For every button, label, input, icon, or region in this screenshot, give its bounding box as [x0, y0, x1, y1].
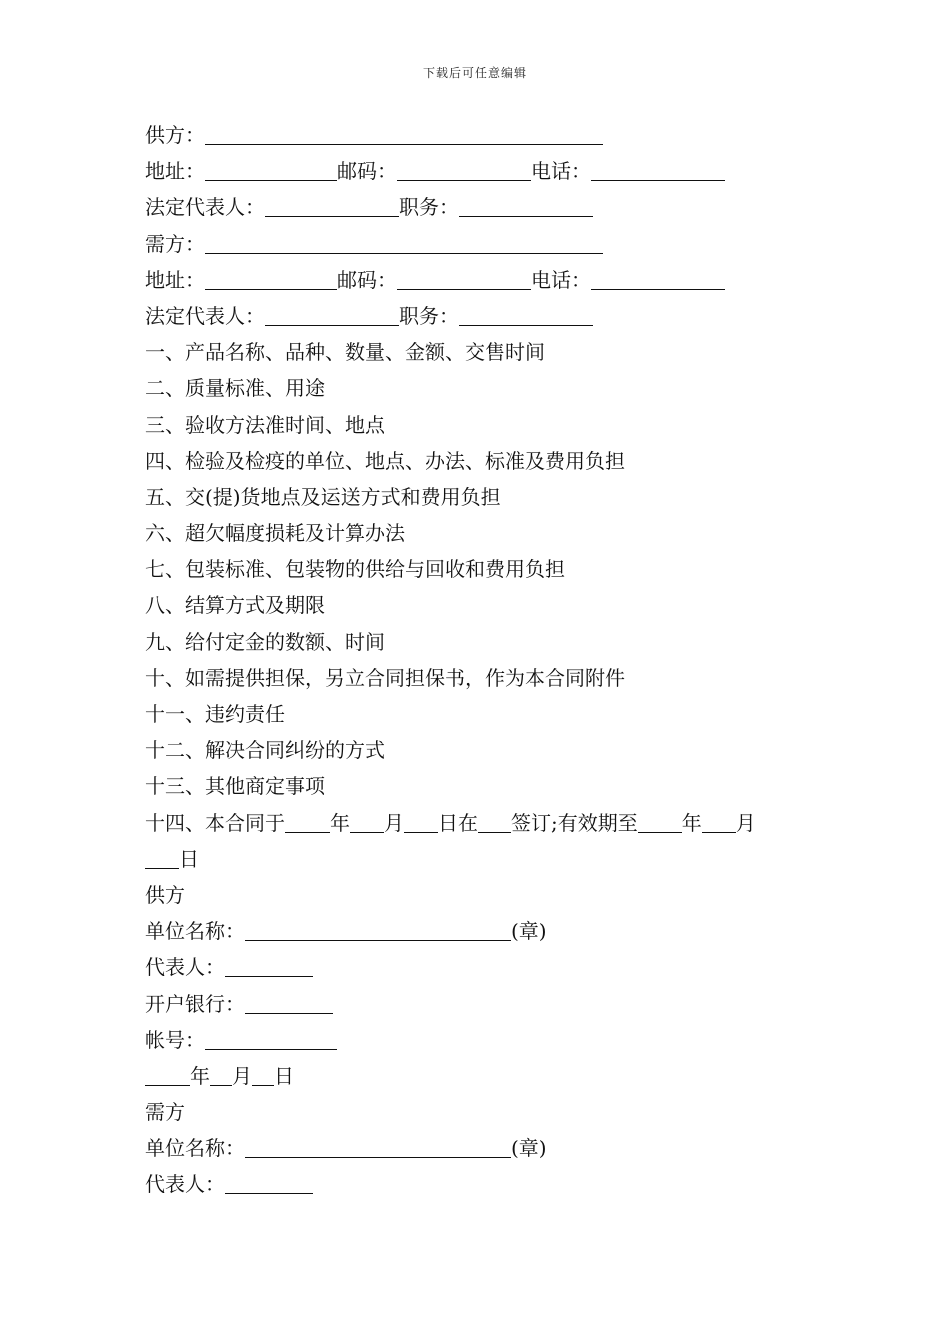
- supplier-rep-field[interactable]: [225, 954, 313, 977]
- buyer-label: 需方：: [145, 231, 205, 256]
- position-label: 职务：: [399, 303, 459, 328]
- supplier-account-field[interactable]: [205, 1027, 337, 1050]
- supplier-rep-line: [145, 949, 825, 985]
- buyer-rep-line: [145, 1166, 825, 1202]
- rep-label: 代表人：: [145, 955, 225, 980]
- supplier-unit-name-line: [145, 913, 825, 949]
- year-label: 年: [190, 1063, 210, 1088]
- clause-11: 十一、违约责任: [145, 702, 285, 726]
- supplier-name-field[interactable]: [205, 122, 603, 145]
- buyer-name-field[interactable]: [205, 231, 603, 254]
- clause-5: 五、交(提)货地点及运送方式和费用负担: [145, 484, 501, 509]
- sign-day-field[interactable]: [404, 810, 438, 833]
- phone-label: 电话：: [531, 159, 591, 184]
- position-label: 职务：: [399, 195, 459, 220]
- month-label: 月: [735, 810, 756, 835]
- buyer-position-field[interactable]: [459, 303, 593, 326]
- supplier-account-line: [145, 1022, 825, 1058]
- year-label: 年: [330, 810, 350, 835]
- year-label: 年: [681, 810, 702, 835]
- contract-body: [145, 117, 825, 1203]
- buyer-line: [145, 226, 825, 262]
- clause-7: 七、包装标准、包装物的供给与回收和费用负担: [145, 557, 565, 582]
- valid-day-field[interactable]: [145, 846, 179, 869]
- unit-name-label: 单位名称：: [145, 1136, 245, 1161]
- clause-2: 二、质量标准、用途: [145, 376, 325, 401]
- sign-month-field[interactable]: [350, 810, 384, 833]
- rep-label: 代表人：: [145, 1172, 225, 1197]
- postcode-label: 邮码：: [337, 267, 397, 292]
- clause-6: 六、超欠幅度损耗及计算办法: [145, 521, 405, 546]
- buyer-sign-title: 需方: [145, 1100, 185, 1125]
- day-label: 日: [179, 846, 199, 871]
- supplier-legal-rep-field[interactable]: [265, 194, 399, 217]
- valid-year-field[interactable]: [638, 810, 682, 833]
- supplier-address-field[interactable]: [205, 158, 337, 181]
- supplier-date-line: [145, 1058, 825, 1094]
- supplier-position-field[interactable]: [459, 194, 593, 217]
- supplier-date-day-field[interactable]: [252, 1063, 274, 1086]
- buyer-legal-rep-line: [145, 298, 825, 334]
- supplier-sign-title: 供方: [145, 882, 185, 907]
- supplier-address-line: [145, 153, 825, 189]
- buyer-phone-field[interactable]: [591, 267, 725, 290]
- seal-label: (章): [511, 1136, 547, 1161]
- clause-8: 八、结算方式及期限: [145, 593, 325, 618]
- supplier-label: 供方：: [145, 123, 205, 147]
- supplier-line: [145, 117, 825, 153]
- legal-rep-label: 法定代表人：: [145, 195, 265, 220]
- sign-year-field[interactable]: [285, 810, 330, 833]
- day-at-label: 日在: [438, 810, 478, 835]
- clause-9: 九、给付定金的数额、时间: [145, 629, 385, 654]
- phone-label: 电话：: [531, 267, 591, 292]
- supplier-date-month-field[interactable]: [210, 1063, 232, 1086]
- clause-13: 十三、其他商定事项: [145, 774, 325, 799]
- supplier-bank-field[interactable]: [245, 991, 333, 1014]
- buyer-address-field[interactable]: [205, 267, 337, 290]
- account-label: 帐号：: [145, 1027, 205, 1052]
- supplier-postcode-field[interactable]: [397, 158, 531, 181]
- address-label: 地址：: [145, 267, 205, 292]
- buyer-rep-field[interactable]: [225, 1171, 313, 1194]
- clause-14-continued: [145, 841, 825, 877]
- address-label: 地址：: [145, 159, 205, 184]
- buyer-address-line: [145, 262, 825, 298]
- supplier-unit-name-field[interactable]: [245, 918, 511, 941]
- seal-label: (章): [511, 919, 547, 944]
- clause-4: 四、检验及检疫的单位、地点、办法、标准及费用负担: [145, 448, 625, 473]
- clause-3: 三、验收方法准时间、地点: [145, 412, 385, 437]
- bank-label: 开户银行：: [145, 991, 245, 1016]
- supplier-legal-rep-line: [145, 189, 825, 225]
- page-header-note: 下载后可任意编辑: [422, 66, 527, 80]
- clause-10: 十、如需提供担保，另立合同担保书，作为本合同附件: [145, 665, 625, 690]
- day-label: 日: [274, 1063, 294, 1088]
- signed-valid-until-label: 签订;有效期至: [511, 810, 638, 835]
- clause-12: 十二、解决合同纠纷的方式: [145, 738, 385, 763]
- supplier-date-year-field[interactable]: [145, 1063, 190, 1086]
- unit-name-label: 单位名称：: [145, 919, 245, 944]
- legal-rep-label: 法定代表人：: [145, 303, 265, 328]
- buyer-unit-name-line: [145, 1130, 825, 1166]
- buyer-unit-name-field[interactable]: [245, 1135, 511, 1158]
- sign-place-field[interactable]: [478, 810, 511, 833]
- buyer-legal-rep-field[interactable]: [265, 303, 399, 326]
- clause-1: 一、产品名称、品种、数量、金额、交售时间: [145, 340, 545, 365]
- month-label: 月: [232, 1063, 252, 1088]
- buyer-postcode-field[interactable]: [397, 267, 531, 290]
- supplier-phone-field[interactable]: [591, 158, 725, 181]
- supplier-bank-line: [145, 986, 825, 1022]
- clause-14-prefix: 十四、本合同于: [145, 810, 285, 835]
- postcode-label: 邮码：: [337, 159, 397, 184]
- month-label: 月: [384, 810, 404, 835]
- clause-14: [145, 805, 825, 841]
- valid-month-field[interactable]: [702, 810, 736, 833]
